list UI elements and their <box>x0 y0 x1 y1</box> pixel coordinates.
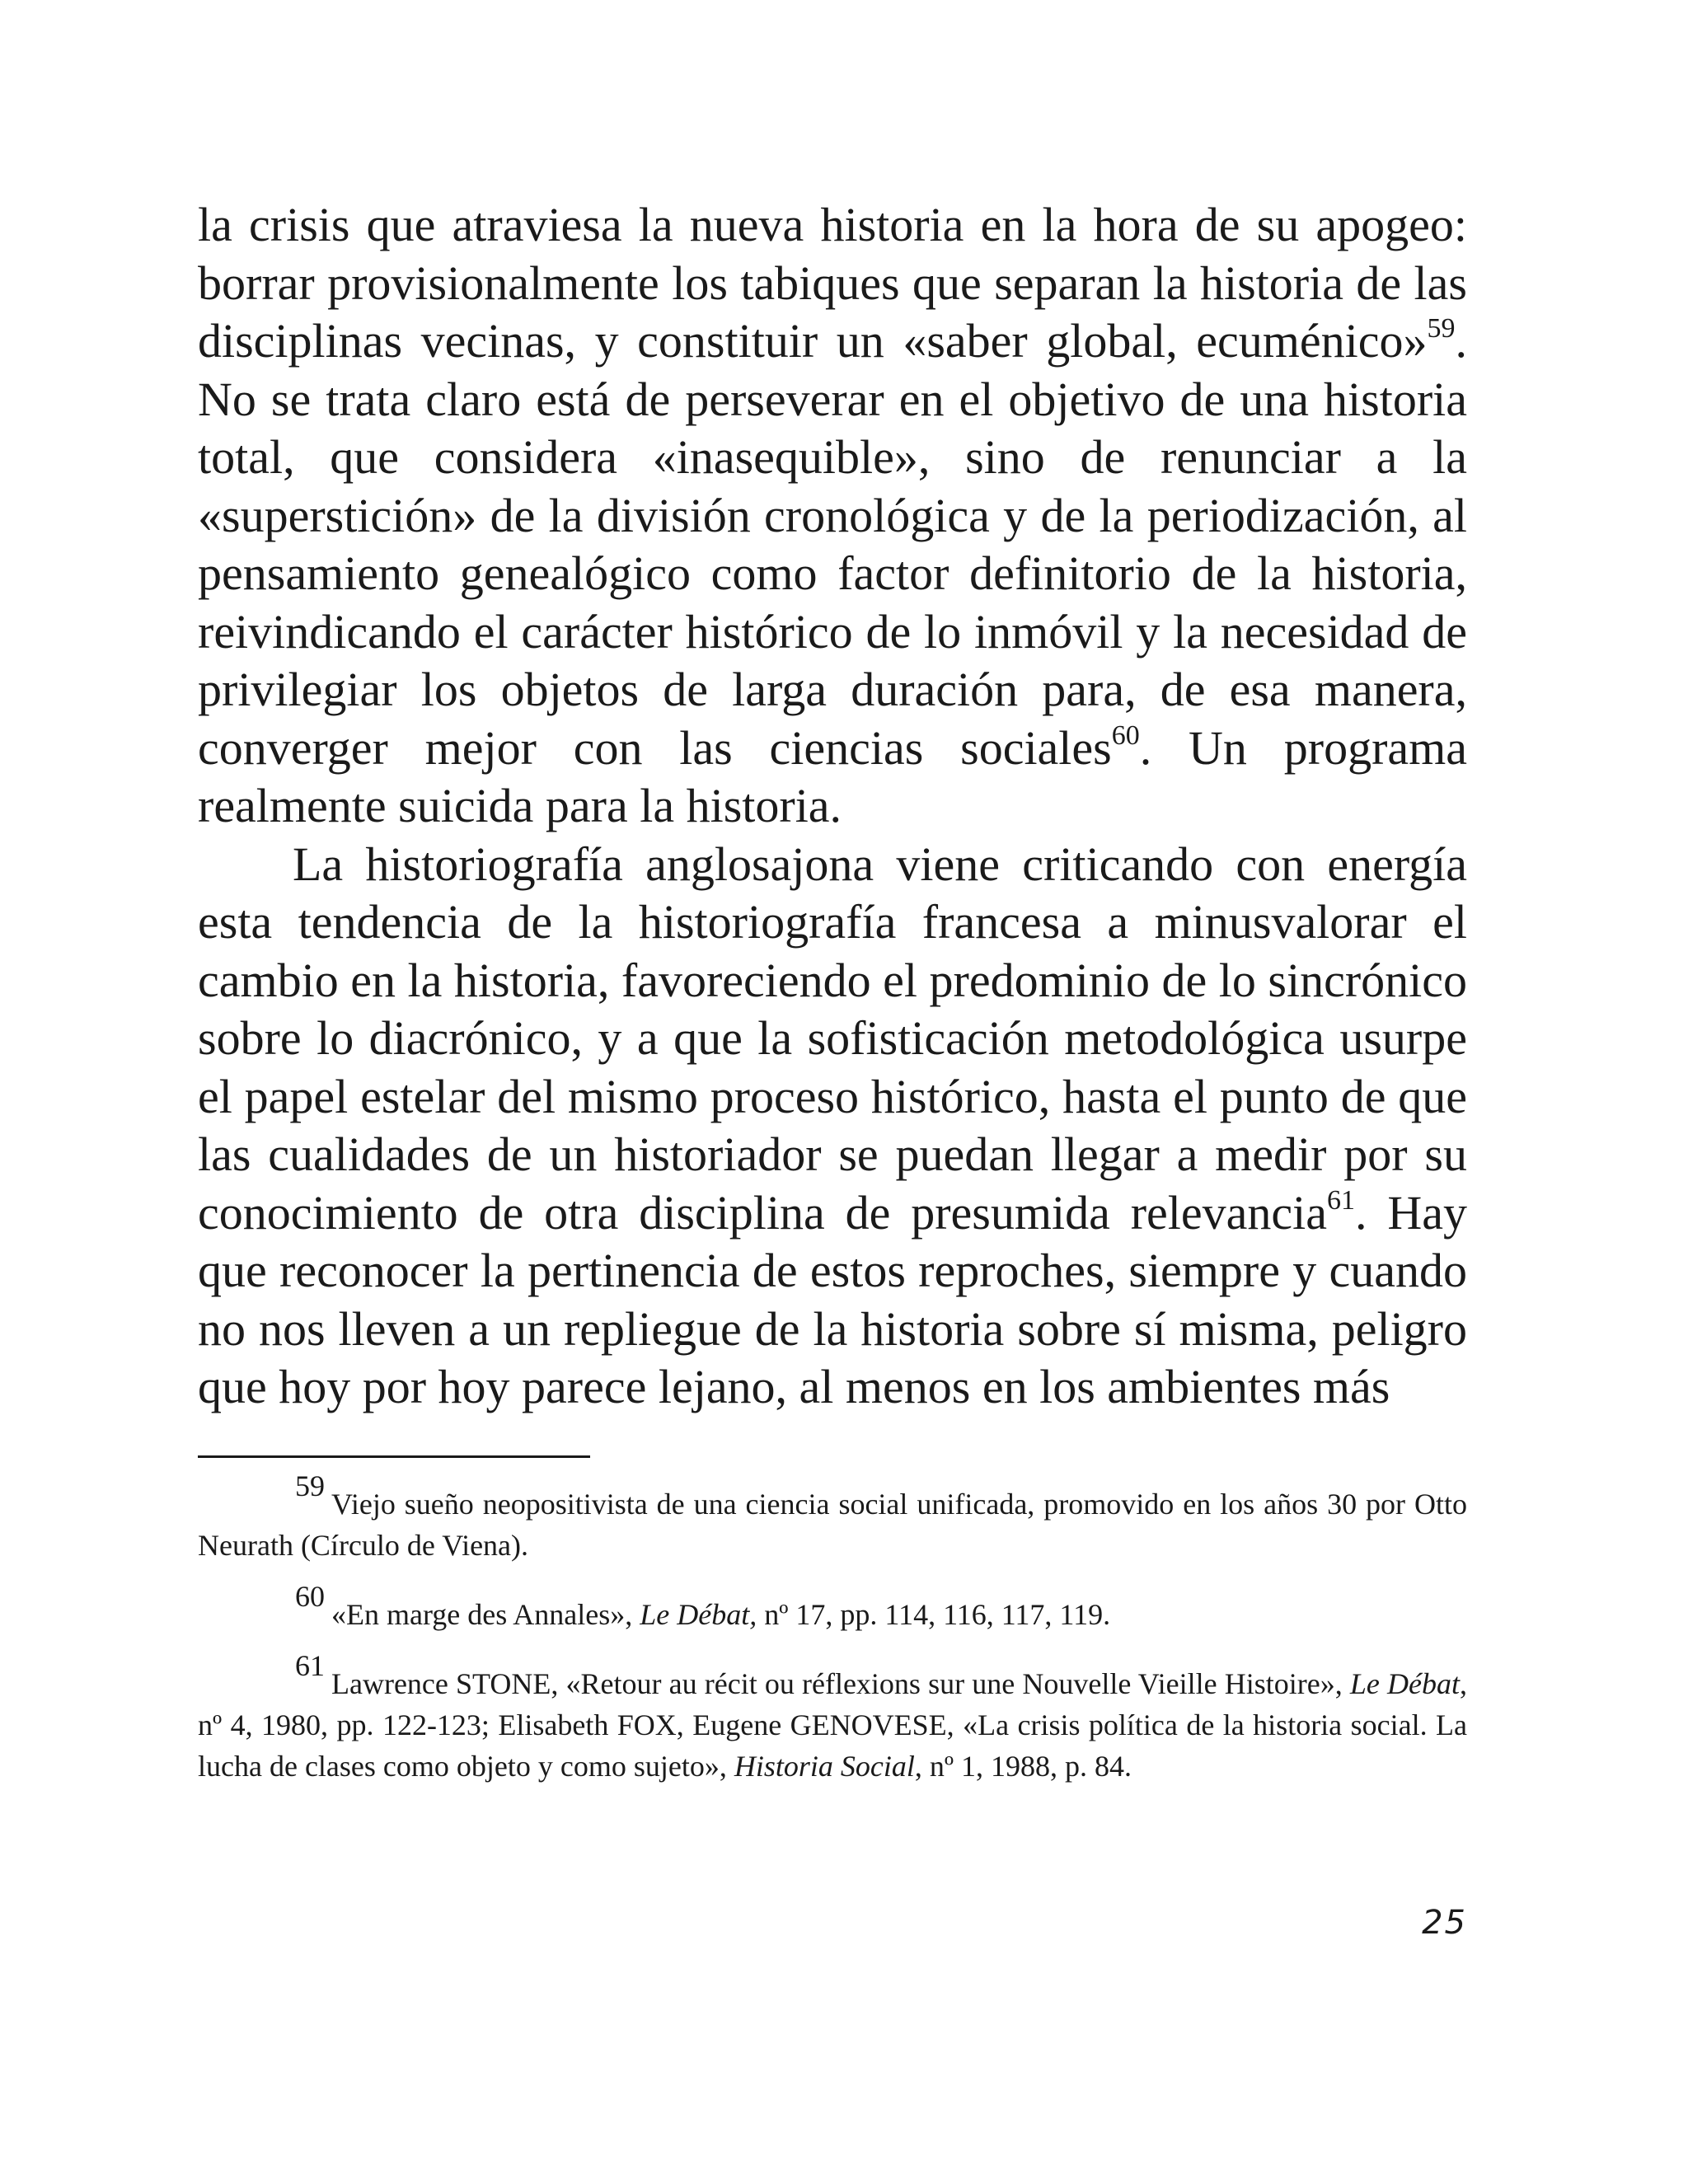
page-number: 25 <box>1422 1904 1467 1942</box>
footnote-text: nº 17, pp. 114, 116, 117, 119. <box>757 1598 1111 1631</box>
footnote-text: , nº 4, 1980, pp. 122-123; Elisabeth FOX, Eugene GENOVESE, «La crisis política de la historia social. La lucha de clases como objeto y como sujeto», <box>198 1667 1467 1783</box>
footnote-text: «En marge des Annales», <box>331 1598 640 1631</box>
paragraph-1 <box>198 196 1467 836</box>
paragraph-2-text-b: . Hay que reconocer la pertinencia de estos reproches, siempre y cuando no nos lleven a un repliegue de la historia sobre sí misma, peligro que hoy por hoy parece lejano, al menos en los ambientes más <box>198 1185 1467 1413</box>
body-text <box>198 196 1467 1417</box>
page-body <box>198 196 1467 1417</box>
footnote-journal-title: Le Débat <box>1349 1667 1460 1700</box>
footnote-text: , nº 1, 1988, p. 84. <box>914 1750 1132 1783</box>
footnote-journal-title: Le Débat, <box>640 1598 757 1631</box>
paragraph-2-text-a: La historiografía anglosajona viene criticando con energía esta tendencia de la historiografía francesa a minusvalorar el cambio en la historia, favoreciendo el predominio de lo sincrónico sobre lo diacrónico, y a que la sofisticación metodológica usurpe el papel estelar del mismo proceso histórico, hasta el punto de que las cualidades de un historiador se puedan llegar a medir por su conocimiento de otra disciplina de presumida relevancia <box>198 837 1467 1240</box>
footnote-number: 60 <box>295 1580 325 1613</box>
footnote-journal-title: Historia Social <box>734 1750 915 1783</box>
footnote-60 <box>198 1580 1467 1635</box>
footnote-ref-61[interactable]: 61 <box>1326 1184 1355 1216</box>
paragraph-1-text-c: . Un programa realmente suicida para la historia. <box>198 720 1467 832</box>
footnote-text: Viejo sueño neopositivista de una ciencia social unificada, promovido en los años 30 por Otto Neurath (Círculo de Viena). <box>198 1488 1467 1562</box>
footnote-ref-59[interactable]: 59 <box>1427 313 1456 344</box>
footnote-number: 61 <box>295 1649 325 1682</box>
footnote-number: 59 <box>295 1469 325 1502</box>
footnotes <box>198 1469 1467 1815</box>
paragraph-1-text-a: la crisis que atraviesa la nueva historia en la hora de su apogeo: borrar provisionalmente los tabiques que separan la historia de las disciplinas vecinas, y constituir un «saber global, ecuménico» <box>198 198 1467 368</box>
paragraph-2 <box>198 836 1467 1417</box>
footnote-ref-60[interactable]: 60 <box>1111 719 1140 751</box>
footnote-separator <box>198 1455 590 1458</box>
footnote-59 <box>198 1469 1467 1566</box>
footnote-text: Lawrence STONE, «Retour au récit ou réflexions sur une Nouvelle Vieille Histoire», <box>331 1667 1350 1700</box>
paragraph-1-text-b: . No se trata claro está de perseverar en el objetivo de una historia total, que considera «inasequible», sino de renunciar a la «superstición» de la división cronológica y de la periodización, al pensamiento genealógico como factor definitorio de la historia, reivindicando el carácter histórico de lo inmóvil y la necesidad de privilegiar los objetos de larga duración para, de esa manera, converger mejor con las ciencias sociales <box>198 314 1467 775</box>
footnote-61 <box>198 1649 1467 1787</box>
